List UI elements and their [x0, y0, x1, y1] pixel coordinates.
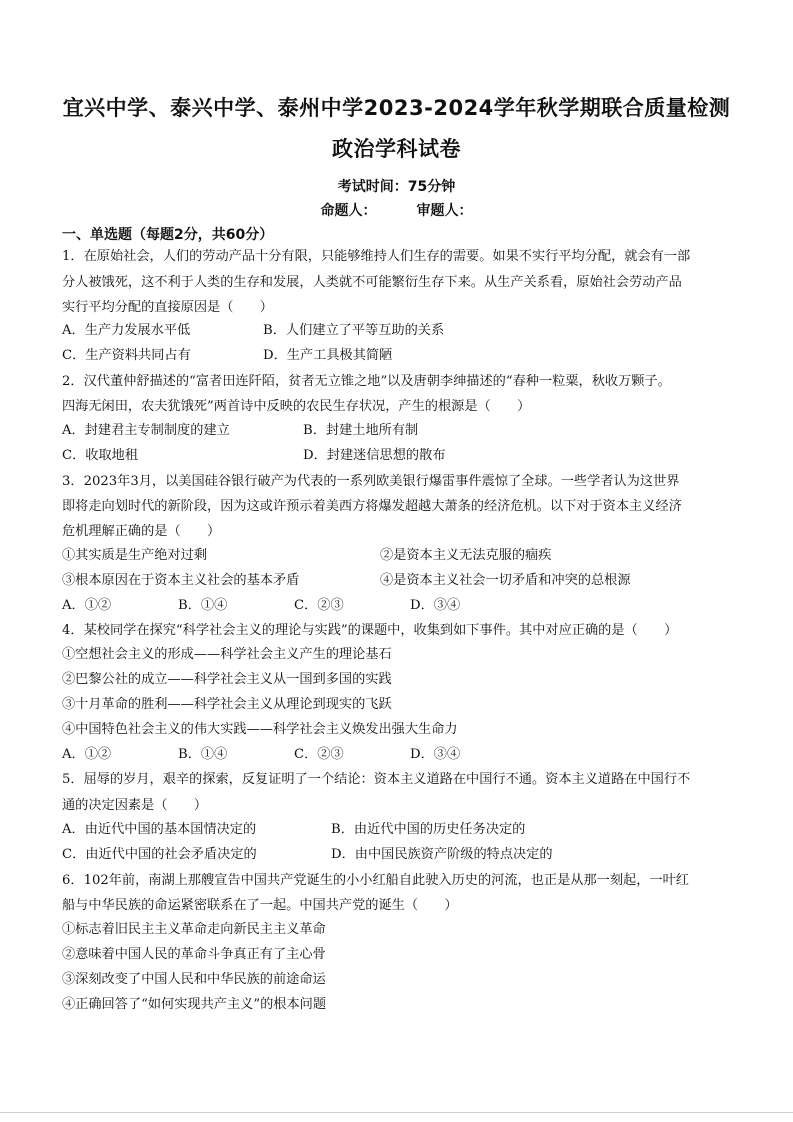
statement-2: ②是资本主义无法克服的痼疾 — [380, 548, 552, 563]
statement-4: ④是资本主义社会一切矛盾和冲突的总根源 — [380, 573, 631, 588]
option-d: D．由中国民族资产阶级的特点决定的 — [331, 847, 553, 862]
statement-3: ③十月革命的胜利——科学社会主义从理论到现实的飞跃 — [62, 697, 392, 712]
question-stem-line: 1．在原始社会，人们的劳动产品十分有限，只能够维持人们生存的需要。如果不实行平均分配，就会有一部 — [62, 249, 691, 264]
option-c: C．收取地租 — [62, 448, 139, 463]
question-stem-line: 4．某校同学在探究“科学社会主义的理论与实践”的课题中，收集到如下事件。其中对应正确的是（ ） — [62, 623, 678, 638]
statement-1: ①其实质是生产绝对过剩 — [62, 548, 208, 563]
question-stem-line: 3．2023年3月，以美国硅谷银行破产为代表的一系列欧美银行爆雷事件震惊了全球。一些学者认为这世界 — [62, 474, 680, 489]
option-c: C．②③ — [294, 747, 344, 762]
statement-4: ④中国特色社会主义的伟大实践——科学社会主义焕发出强大生命力 — [62, 722, 458, 737]
option-d: D．③④ — [410, 747, 461, 762]
option-a: A．①② — [62, 747, 112, 762]
option-c: C．由近代中国的社会矛盾决定的 — [62, 847, 257, 862]
section-heading: 一、单选题（每题2分，共60分） — [62, 227, 274, 243]
question-stem-line: 四海无闲田，农夫犹饿死”两首诗中反映的农民生存状况，产生的根源是（ ） — [62, 399, 531, 414]
option-d: D．生产工具极其简陋 — [263, 348, 393, 363]
option-b: B．封建土地所有制 — [303, 423, 419, 438]
question-stem-line: 实行平均分配的直接原因是（ ） — [62, 300, 273, 315]
statement-2: ②意味着中国人民的革命斗争真正有了主心骨 — [62, 947, 326, 962]
question-stem-line: 5．屈辱的岁月，艰辛的探索，反复证明了一个结论：资本主义道路在中国行不通。资本主义道路在中国行不 — [62, 772, 691, 787]
question-stem-line: 即将走向划时代的新阶段，因为这或许预示着美西方将爆发超越大萧条的经济危机。以下对于资本主义经济 — [62, 499, 682, 514]
exam-authors — [0, 200, 793, 220]
option-b: B．人们建立了平等互助的关系 — [263, 323, 445, 338]
statement-1: ①标志着旧民主主义革命走向新民主主义革命 — [62, 922, 326, 937]
question-stem-line: 通的决定因素是（ ） — [62, 798, 208, 813]
option-b: B．由近代中国的历史任务决定的 — [331, 822, 526, 837]
exam-time: 考试时间：75分钟 — [337, 179, 456, 195]
setter-label: 命题人： — [320, 203, 377, 219]
option-d: D．③④ — [410, 598, 461, 613]
option-d: D．封建迷信思想的散布 — [303, 448, 446, 463]
statement-3: ③根本原因在于资本主义社会的基本矛盾 — [62, 573, 300, 588]
exam-title: 宜兴中学、泰兴中学、泰州中学2023-2024学年秋学期联合质量检测 — [62, 96, 731, 120]
exam-subtitle: 政治学科试卷 — [332, 137, 461, 161]
page-bottom-divider — [0, 1112, 793, 1113]
question-stem-line: 危机理解正确的是（ ） — [62, 524, 221, 539]
option-a: A．封建君主专制制度的建立 — [62, 423, 230, 438]
question-stem-line: 2．汉代董仲舒描述的“富者田连阡陌，贫者无立锥之地”以及唐朝李绅描述的“春种一粒粟，秋收万颗子。 — [62, 374, 671, 389]
option-a: A．①② — [62, 598, 112, 613]
option-a: A．生产力发展水平低 — [62, 323, 191, 338]
question-stem-line: 6．102年前，南湖上那艘宣告中国共产党诞生的小小红船自此驶入历史的河流，也正是从那一刻起，一叶红 — [62, 873, 689, 888]
option-c: C．生产资料共同占有 — [62, 348, 191, 363]
statement-4: ④正确回答了“如何实现共产主义”的根本问题 — [62, 997, 327, 1012]
option-c: C．②③ — [294, 598, 344, 613]
reviewer-label: 审题人： — [416, 203, 473, 219]
statement-1: ①空想社会主义的形成——科学社会主义产生的理论基石 — [62, 647, 392, 662]
statement-2: ②巴黎公社的成立——科学社会主义从一国到多国的实践 — [62, 672, 392, 687]
option-b: B．①④ — [178, 747, 228, 762]
option-a: A．由近代中国的基本国情决定的 — [62, 822, 257, 837]
statement-3: ③深刻改变了中国人民和中华民族的前途命运 — [62, 972, 326, 987]
question-stem-line: 船与中华民族的命运紧密联系在了一起。中国共产党的诞生（ ） — [62, 898, 458, 913]
question-stem-line: 分人被饿死，这不利于人类的生存和发展，人类就不可能繁衍生存下来。从生产关系看，原始社会劳动产品 — [62, 275, 682, 290]
option-b: B．①④ — [178, 598, 228, 613]
